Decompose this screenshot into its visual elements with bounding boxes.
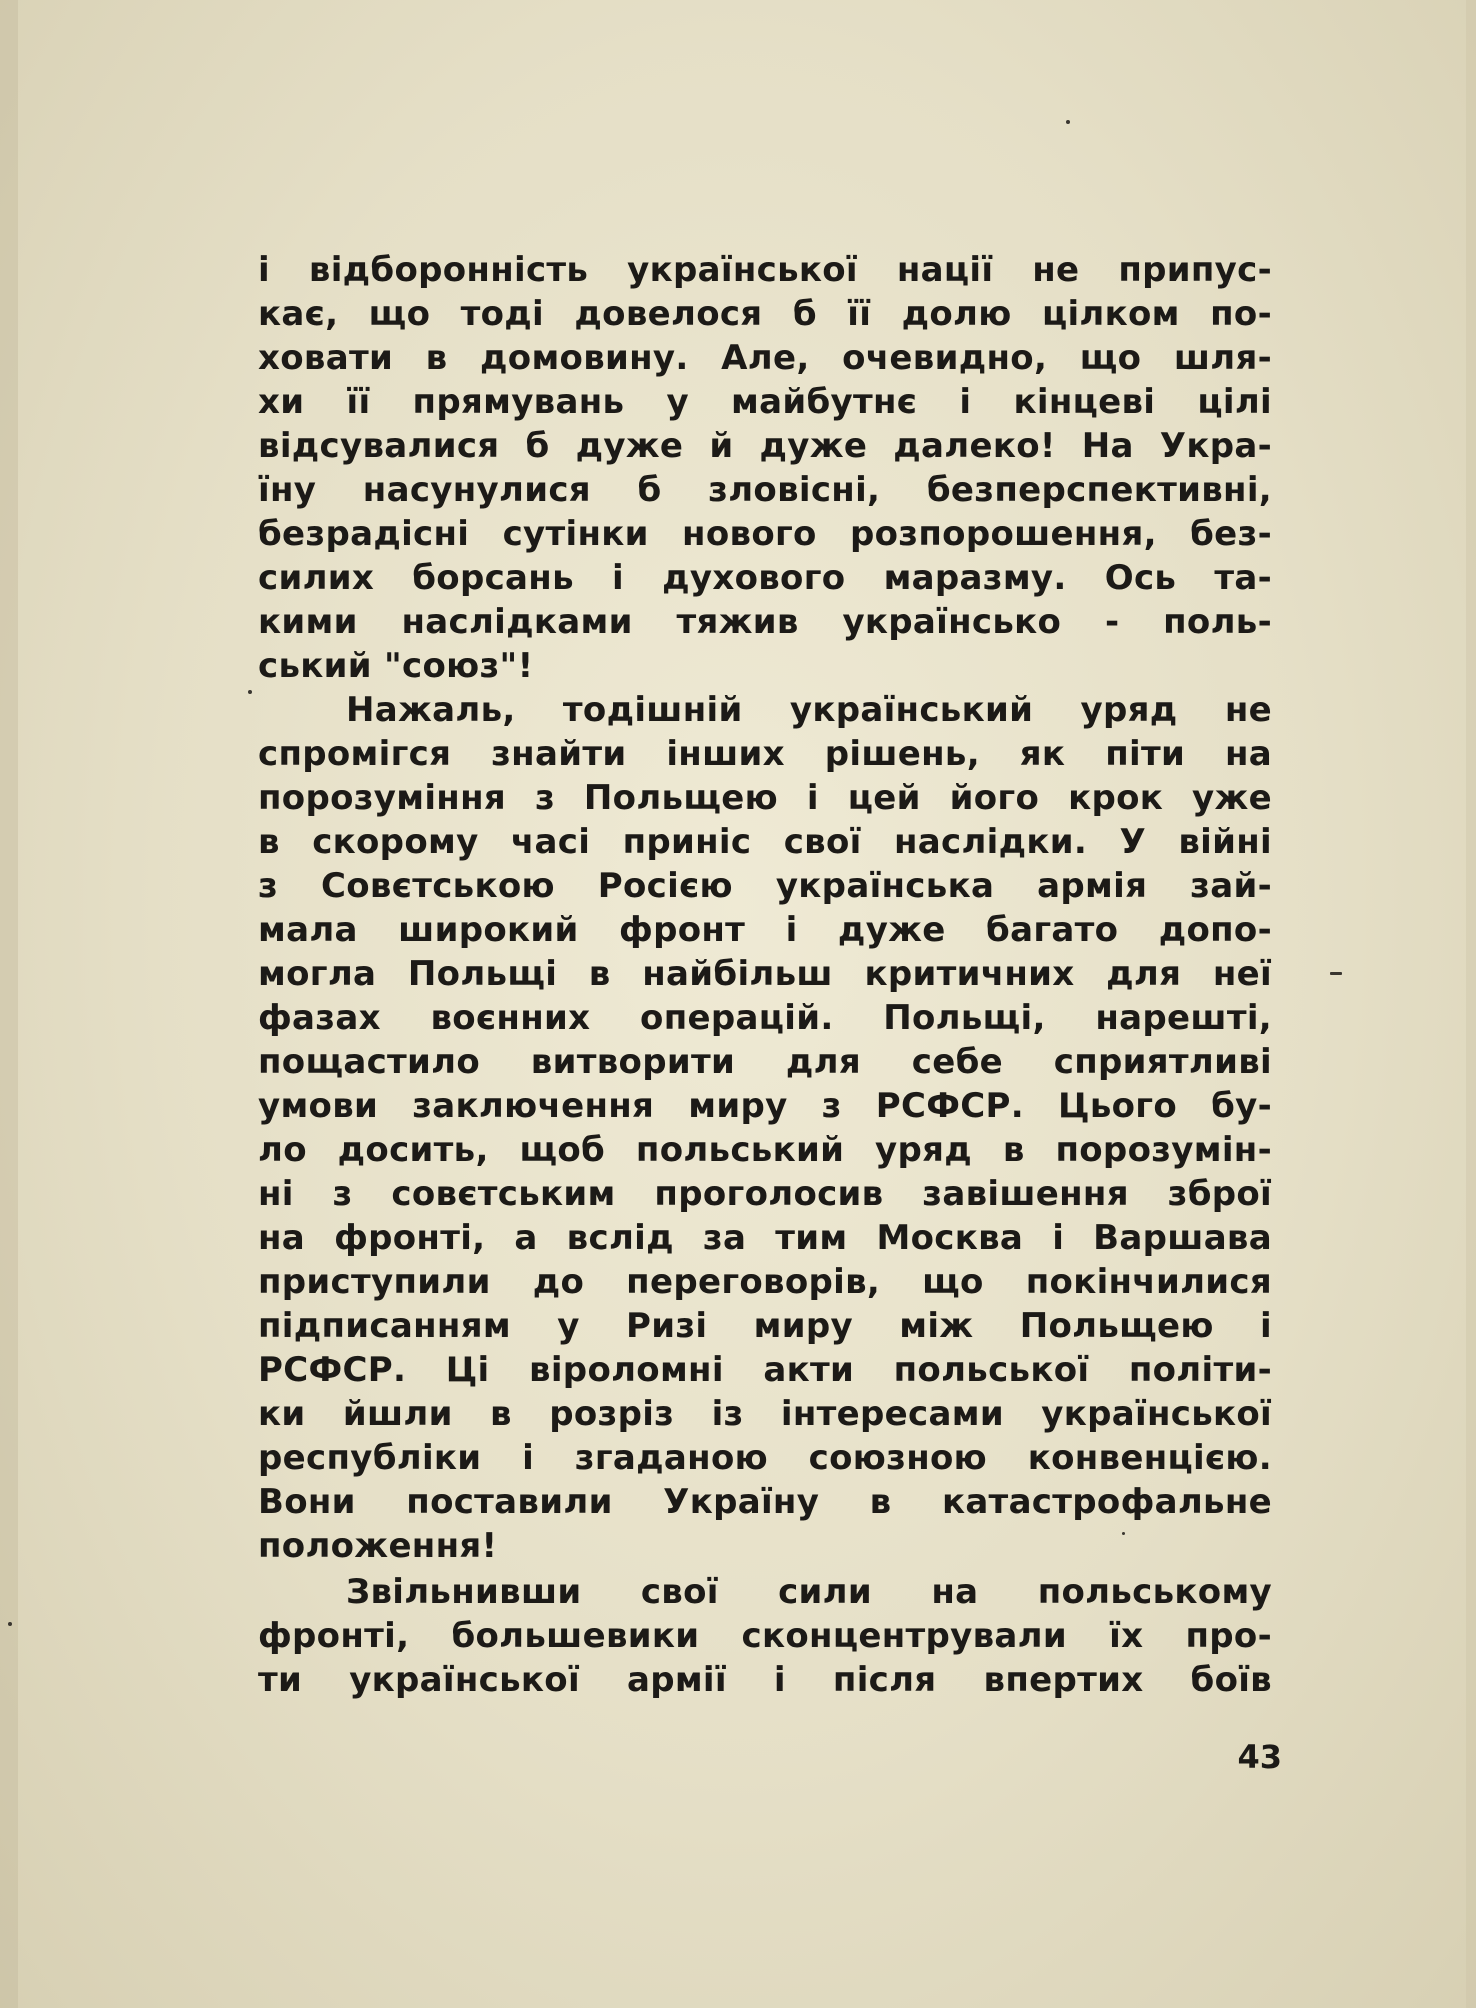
text-line: могла Польщі в найбільш критичних для неї: [258, 954, 1272, 994]
text-line: ні з совєтським проголосив завішення зброї: [258, 1174, 1272, 1214]
paper-speck: [1330, 972, 1342, 975]
text-line: їну насунулися б зловісні, безперспективні,: [258, 470, 1272, 510]
text-line: приступили до переговорів, що покінчилися: [258, 1262, 1272, 1302]
paragraph-first-line: Нажаль, тодішній український уряд не: [346, 690, 1272, 730]
text-line: фронті, большевики сконцентрували їх про-: [258, 1616, 1272, 1656]
text-line: фазах воєнних операцій. Польщі, нарешті,: [258, 998, 1272, 1038]
text-line: республіки і згаданою союзною конвенцією.: [258, 1438, 1272, 1478]
text-line: ки йшли в розріз із інтересами української: [258, 1394, 1272, 1434]
text-line: відсувалися б дуже й дуже далеко! На Укра-: [258, 426, 1272, 466]
text-line: мала широкий фронт і дуже багато допо-: [258, 910, 1272, 950]
text-line: умови заключення миру з РСФСР. Цього бу-: [258, 1086, 1272, 1126]
text-line: порозуміння з Польщею і цей його крок уже: [258, 778, 1272, 818]
paper-speck: [248, 690, 252, 694]
paper-speck: [1122, 1532, 1125, 1535]
page-number: 43: [1237, 1738, 1282, 1776]
text-line: в скорому часі приніс свої наслідки. У війні: [258, 822, 1272, 862]
text-line: і відборонність української нації не припус-: [258, 250, 1272, 290]
text-line: положення!: [258, 1526, 498, 1566]
text-line: ховати в домовину. Але, очевидно, що шля-: [258, 338, 1272, 378]
text-line: з Совєтською Росією українська армія зай-: [258, 866, 1272, 906]
text-line: Вони поставили Україну в катастрофальне: [258, 1482, 1272, 1522]
text-line: ський "союз"!: [258, 646, 534, 686]
text-line: РСФСР. Ці віроломні акти польської політи-: [258, 1350, 1272, 1390]
text-line: пощастило витворити для себе сприятливі: [258, 1042, 1272, 1082]
paragraph-first-line: Звільнивши свої сили на польському: [346, 1572, 1272, 1612]
text-line: ти української армії і після впертих боїв: [258, 1660, 1272, 1700]
text-line: підписанням у Ризі миру між Польщею і: [258, 1306, 1272, 1346]
text-line: кими наслідками тяжив українсько - поль-: [258, 602, 1272, 642]
text-line: ло досить, щоб польський уряд в порозумін-: [258, 1130, 1272, 1170]
paper-speck: [8, 1622, 12, 1626]
text-line: кає, що тоді довелося б її долю цілком по-: [258, 294, 1272, 334]
text-line: спромігся знайти інших рішень, як піти на: [258, 734, 1272, 774]
text-line: на фронті, а вслід за тим Москва і Варшава: [258, 1218, 1272, 1258]
paper-speck: [1066, 120, 1070, 124]
text-line: силих борсань і духового маразму. Ось та-: [258, 558, 1272, 598]
text-line: безрадісні сутінки нового розпорошення, без-: [258, 514, 1272, 554]
text-line: хи її прямувань у майбутнє і кінцеві цілі: [258, 382, 1272, 422]
